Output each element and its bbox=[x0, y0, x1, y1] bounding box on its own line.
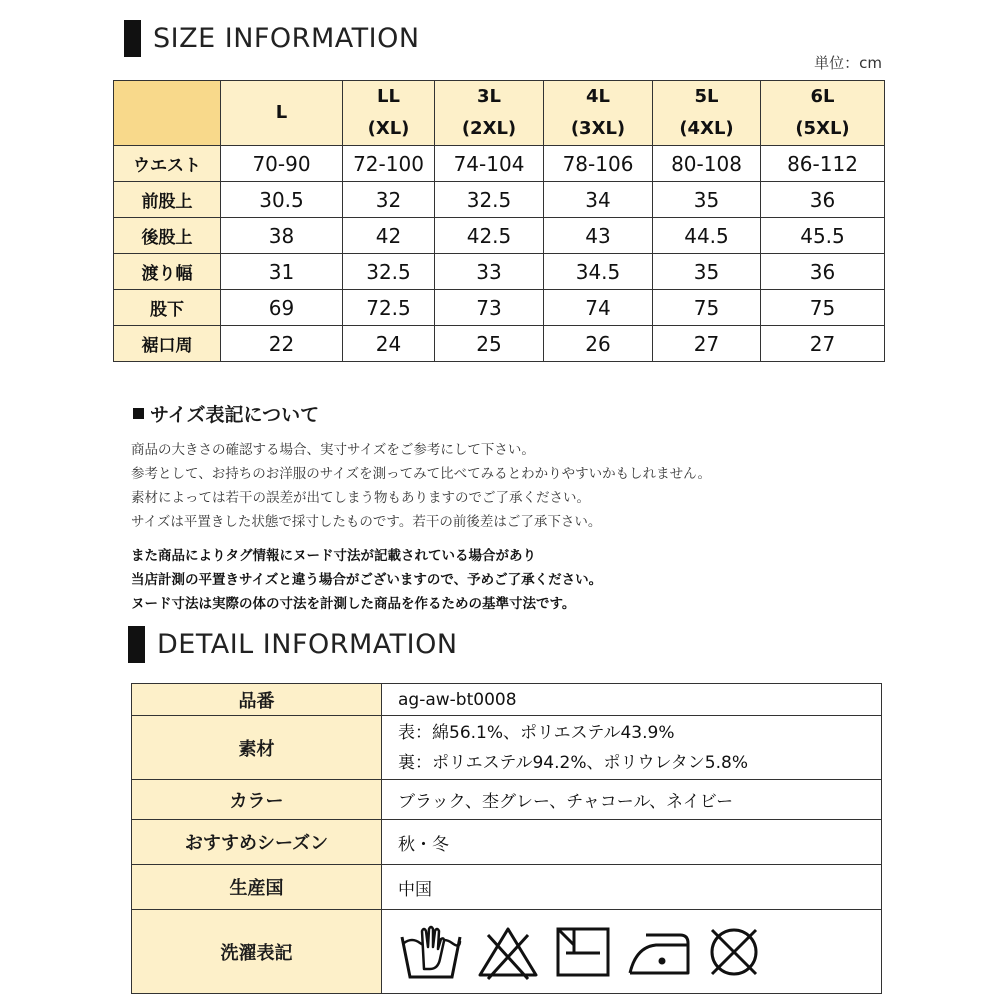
size-value-cell: 27 bbox=[653, 326, 761, 362]
size-header-cell: 3L (2XL) bbox=[435, 81, 544, 146]
size-value-cell: 43 bbox=[544, 218, 653, 254]
table-row bbox=[114, 218, 885, 254]
size-value-cell: 42.5 bbox=[435, 218, 544, 254]
detail-row-material bbox=[132, 716, 882, 780]
material-line: 表：綿56.1%、ポリエステル43.9% bbox=[398, 722, 675, 743]
size-value-cell: 86-112 bbox=[761, 146, 885, 182]
note-bold-line: また商品によりタグ情報にヌード寸法が記載されている場合があり bbox=[131, 548, 536, 564]
size-value-cell: 78-106 bbox=[544, 146, 653, 182]
size-value-cell: 36 bbox=[761, 182, 885, 218]
size-section-title bbox=[124, 20, 420, 57]
size-value-cell: 36 bbox=[761, 254, 885, 290]
size-value-cell: 35 bbox=[653, 182, 761, 218]
detail-row-product-no bbox=[132, 684, 882, 716]
note-line: サイズは平置きした状態で採寸したものです。若干の前後差はご了承下さい。 bbox=[131, 514, 602, 530]
size-value-cell: 24 bbox=[343, 326, 435, 362]
detail-row-season bbox=[132, 820, 882, 865]
detail-label: カラー bbox=[132, 780, 382, 820]
size-header-row bbox=[114, 81, 885, 146]
hand-wash-icon bbox=[398, 923, 464, 981]
size-value-cell: 45.5 bbox=[761, 218, 885, 254]
size-value-cell: 33 bbox=[435, 254, 544, 290]
size-value-cell: 72-100 bbox=[343, 146, 435, 182]
unit-label: 単位：cm bbox=[814, 54, 882, 72]
size-value-cell: 35 bbox=[653, 254, 761, 290]
size-header-cell: LL (XL) bbox=[343, 81, 435, 146]
note-line: 素材によっては若干の誤差が出てしまう物もありますのでご了承ください。 bbox=[131, 490, 590, 506]
size-value-cell: 32.5 bbox=[343, 254, 435, 290]
size-value-cell: 38 bbox=[221, 218, 343, 254]
note-bold-line: ヌード寸法は実際の体の寸法を計測した商品を作るための基準寸法です。 bbox=[131, 596, 576, 612]
table-corner-cell bbox=[114, 81, 221, 146]
size-header-cell: 6L (5XL) bbox=[761, 81, 885, 146]
size-header-cell: 5L (4XL) bbox=[653, 81, 761, 146]
title-bar-marker bbox=[128, 626, 145, 663]
note-line: 参考として、お持ちのお洋服のサイズを測ってみて比べてみるとわかりやすいかもしれません。 bbox=[131, 466, 711, 482]
low-iron-icon bbox=[626, 923, 692, 981]
notes-heading-text: サイズ表記について bbox=[150, 404, 320, 426]
detail-table bbox=[131, 683, 882, 994]
no-bleach-icon bbox=[476, 923, 540, 981]
detail-label: 洗濯表記 bbox=[132, 910, 382, 994]
size-value-cell: 75 bbox=[653, 290, 761, 326]
material-value bbox=[382, 716, 882, 780]
detail-label: おすすめシーズン bbox=[132, 820, 382, 865]
row-label: 股下 bbox=[114, 290, 221, 326]
size-value-cell: 80-108 bbox=[653, 146, 761, 182]
row-label: 渡り幅 bbox=[114, 254, 221, 290]
size-value-cell: 44.5 bbox=[653, 218, 761, 254]
no-dry-clean-icon bbox=[704, 923, 764, 981]
flat-dry-shade-icon bbox=[552, 923, 614, 981]
size-section-title-text: SIZE INFORMATION bbox=[153, 23, 420, 54]
material-line: 裏：ポリエステル94.2%、ポリウレタン5.8% bbox=[398, 752, 748, 773]
row-label: ウエスト bbox=[114, 146, 221, 182]
size-value-cell: 22 bbox=[221, 326, 343, 362]
notes-heading bbox=[133, 400, 319, 427]
size-header-cell: 4L (3XL) bbox=[544, 81, 653, 146]
size-header-cell: L bbox=[221, 81, 343, 146]
square-bullet-icon bbox=[133, 408, 144, 419]
size-value-cell: 25 bbox=[435, 326, 544, 362]
table-row bbox=[114, 182, 885, 218]
care-value bbox=[382, 910, 882, 994]
origin-value: 中国 bbox=[382, 865, 882, 910]
size-value-cell: 31 bbox=[221, 254, 343, 290]
detail-row-color bbox=[132, 780, 882, 820]
size-value-cell: 27 bbox=[761, 326, 885, 362]
detail-section-title bbox=[128, 626, 458, 663]
size-value-cell: 32 bbox=[343, 182, 435, 218]
size-value-cell: 73 bbox=[435, 290, 544, 326]
row-label: 前股上 bbox=[114, 182, 221, 218]
table-row bbox=[114, 326, 885, 362]
table-row bbox=[114, 254, 885, 290]
size-value-cell: 69 bbox=[221, 290, 343, 326]
size-value-cell: 26 bbox=[544, 326, 653, 362]
title-bar-marker bbox=[124, 20, 141, 57]
row-label: 後股上 bbox=[114, 218, 221, 254]
note-line: 商品の大きさの確認する場合、実寸サイズをご参考にして下さい。 bbox=[131, 442, 535, 458]
detail-label: 生産国 bbox=[132, 865, 382, 910]
size-value-cell: 30.5 bbox=[221, 182, 343, 218]
detail-label: 素材 bbox=[132, 716, 382, 780]
size-value-cell: 70-90 bbox=[221, 146, 343, 182]
detail-label: 品番 bbox=[132, 684, 382, 716]
note-bold-line: 当店計測の平置きサイズと違う場合がございますので、予めご了承ください。 bbox=[131, 572, 603, 588]
detail-section-title-text: DETAIL INFORMATION bbox=[157, 629, 458, 660]
product-number-value: ag-aw-bt0008 bbox=[382, 684, 882, 716]
table-row bbox=[114, 146, 885, 182]
detail-row-origin bbox=[132, 865, 882, 910]
season-value: 秋・冬 bbox=[382, 820, 882, 865]
size-value-cell: 32.5 bbox=[435, 182, 544, 218]
size-value-cell: 74-104 bbox=[435, 146, 544, 182]
size-value-cell: 34 bbox=[544, 182, 653, 218]
size-table bbox=[113, 80, 885, 362]
size-value-cell: 42 bbox=[343, 218, 435, 254]
row-label: 裾口周 bbox=[114, 326, 221, 362]
size-value-cell: 72.5 bbox=[343, 290, 435, 326]
size-value-cell: 34.5 bbox=[544, 254, 653, 290]
detail-row-care bbox=[132, 910, 882, 994]
size-value-cell: 75 bbox=[761, 290, 885, 326]
color-value: ブラック、杢グレー、チャコール、ネイビー bbox=[382, 780, 882, 820]
table-row bbox=[114, 290, 885, 326]
size-value-cell: 74 bbox=[544, 290, 653, 326]
